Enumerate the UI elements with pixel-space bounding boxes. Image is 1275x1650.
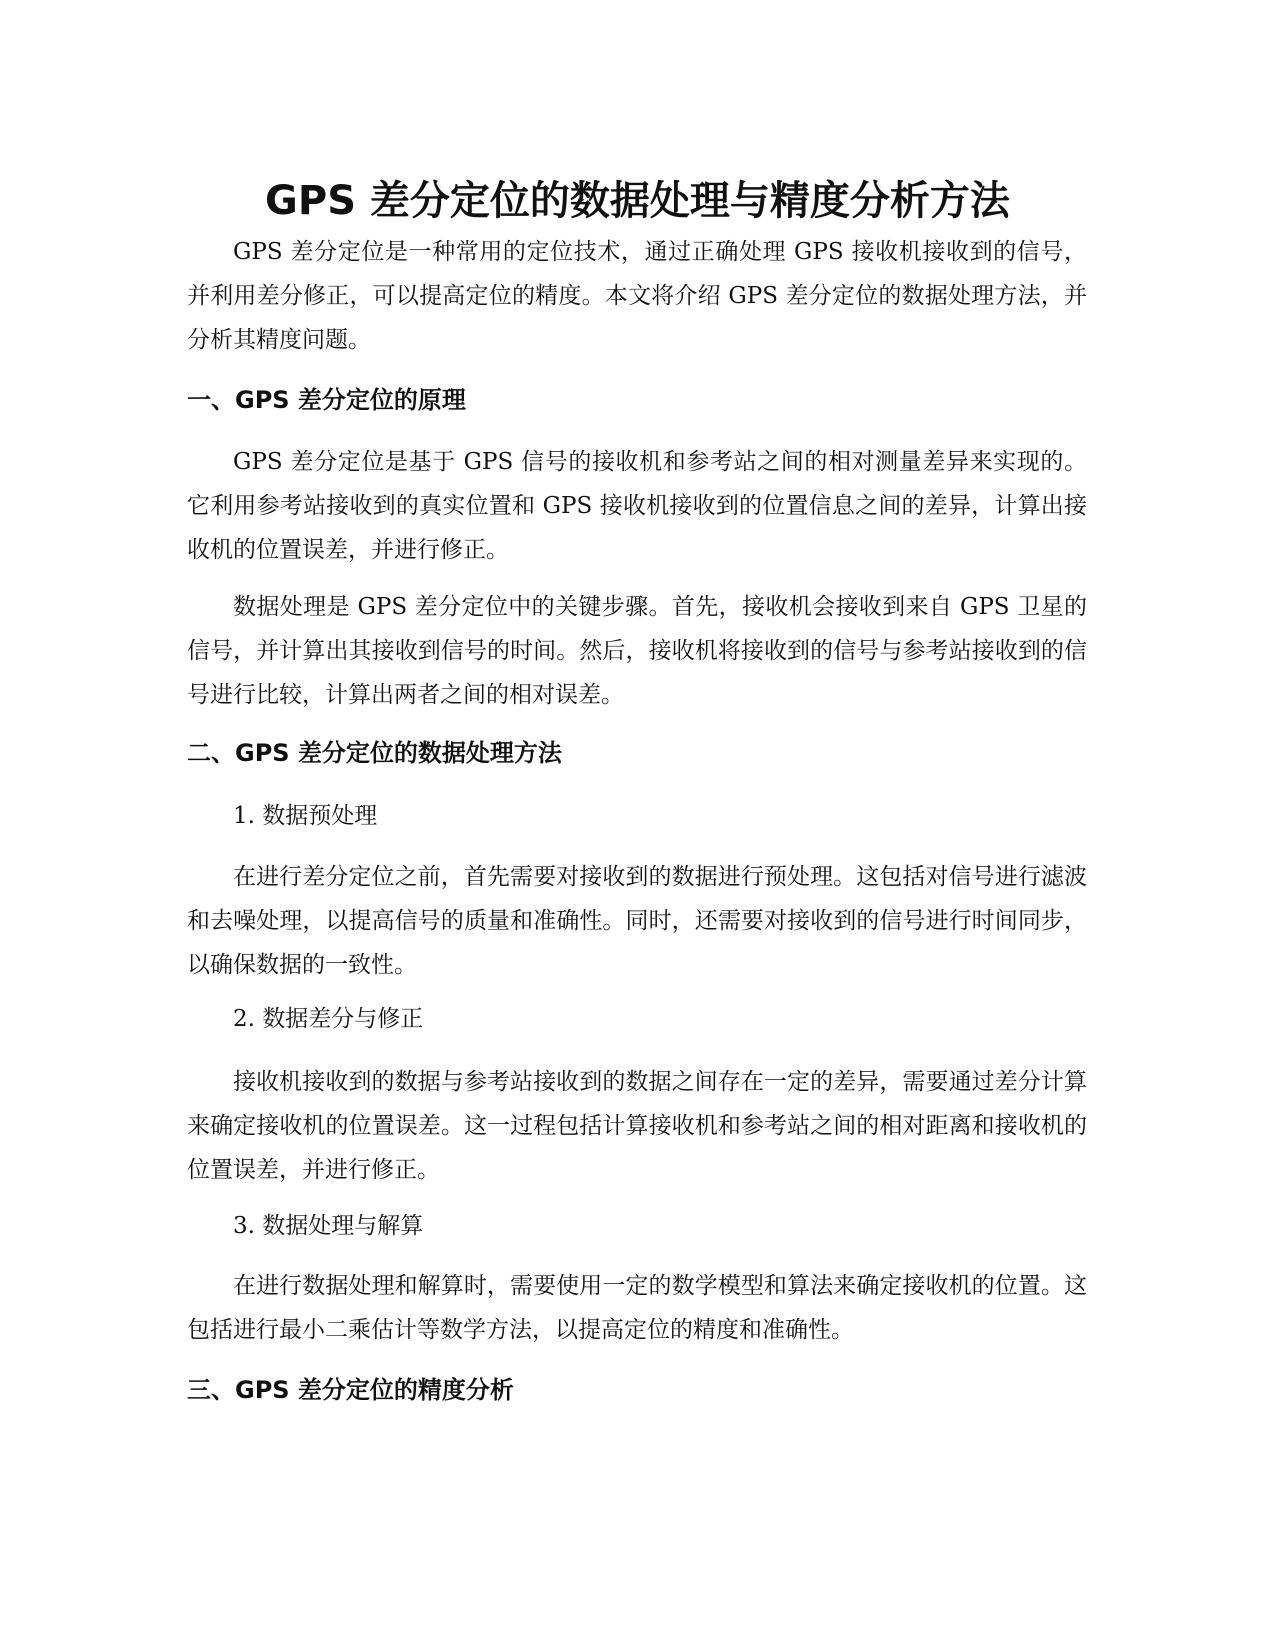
subsection-2-paragraph: 接收机接收到的数据与参考站接收到的数据之间存在一定的差异，需要通过差分计算来确定接收机的位置误差。这一过程包括计算接收机和参考站之间的相对距离和接收机的位置误差，并进行修正。 [187,1069,1087,1183]
subsection-2-label: 2. 数据差分与修正 [233,1006,424,1032]
intro-paragraph: GPS 差分定位是一种常用的定位技术，通过正确处理 GPS 接收机接收到的信号，并利用差分修正，可以提高定位的精度。本文将介绍 GPS 差分定位的数据处理方法，并分析其精度问题。 [187,239,1087,353]
section-1-heading: 一、GPS 差分定位的原理 [187,386,466,414]
subsection-3-paragraph: 在进行数据处理和解算时，需要使用一定的数学模型和算法来确定接收机的位置。这包括进行最小二乘估计等数学方法，以提高定位的精度和准确性。 [187,1273,1087,1343]
section-3-heading: 三、GPS 差分定位的精度分析 [187,1376,514,1404]
section-1-paragraph-1: GPS 差分定位是基于 GPS 信号的接收机和参考站之间的相对测量差异来实现的。它利用参考站接收到的真实位置和 GPS 接收机接收到的位置信息之间的差异，计算出接收机的位置误差，并进行修正。 [187,449,1087,563]
section-2-heading: 二、GPS 差分定位的数据处理方法 [187,739,562,767]
document-title: GPS 差分定位的数据处理与精度分析方法 [265,177,1010,224]
subsection-1-label: 1. 数据预处理 [233,803,378,829]
subsection-3-label: 3. 数据处理与解算 [233,1213,424,1239]
section-1-paragraph-2: 数据处理是 GPS 差分定位中的关键步骤。首先，接收机会接收到来自 GPS 卫星的信号，并计算出其接收到信号的时间。然后，接收机将接收到的信号与参考站接收到的信号进行比较，计算出两者之间的相对误差。 [187,594,1087,708]
subsection-1-paragraph: 在进行差分定位之前，首先需要对接收到的数据进行预处理。这包括对信号进行滤波和去噪处理，以提高信号的质量和准确性。同时，还需要对接收到的信号进行时间同步，以确保数据的一致性。 [187,864,1087,978]
